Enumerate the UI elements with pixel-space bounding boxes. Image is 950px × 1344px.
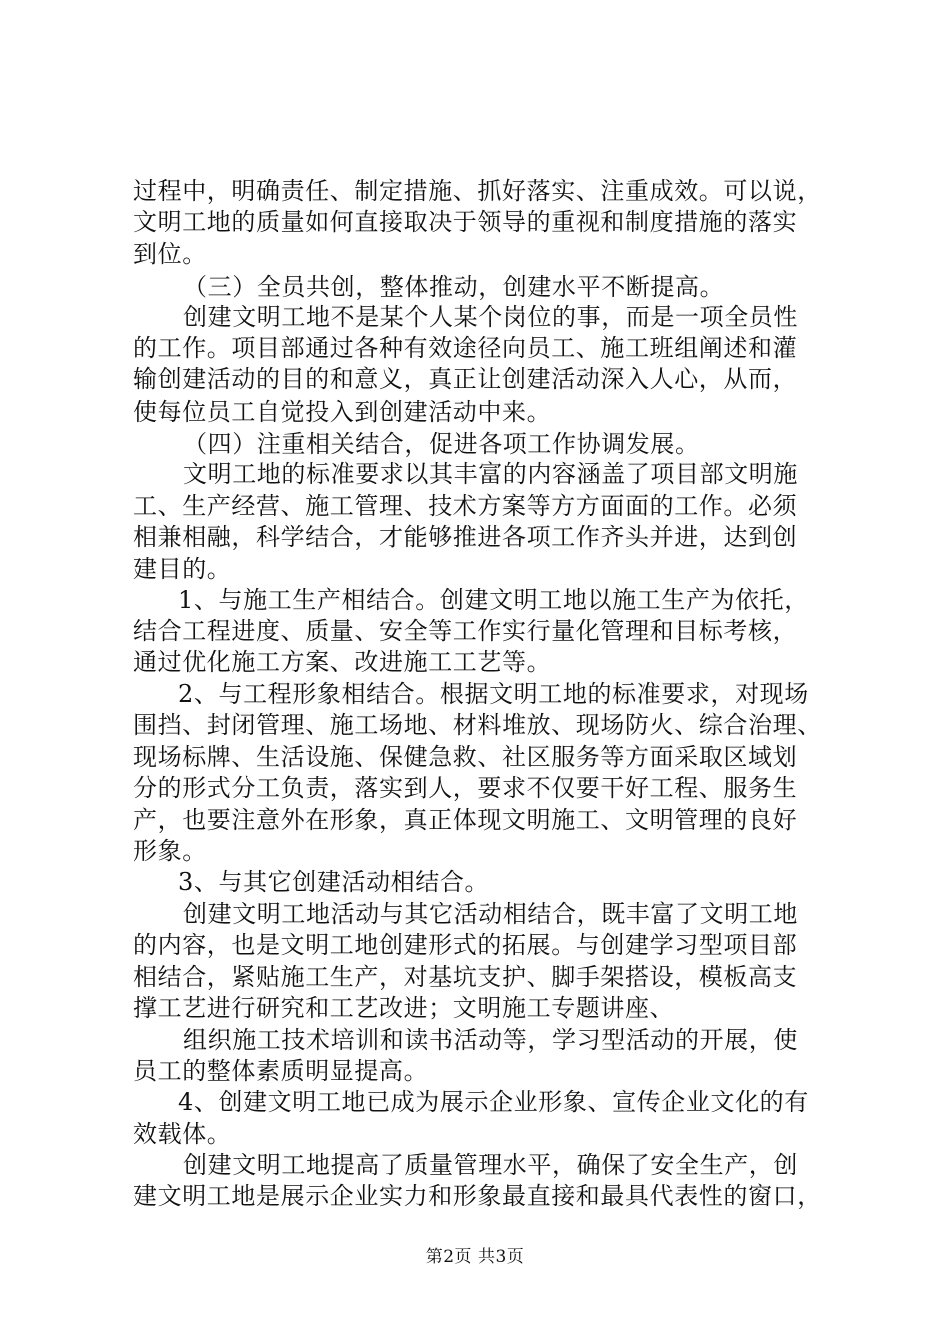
text-line: 使每位员工自觉投入到创建活动中来。 — [133, 398, 552, 426]
text-line: 建目的。 — [133, 555, 232, 583]
list-item-heading: 1、与施工生产相结合。创建文明工地以施工生产为依托， — [178, 586, 809, 614]
text-line: 组织施工技术培训和读书活动等，学习型活动的开展，使 — [183, 1026, 798, 1054]
text-line: 围挡、封闭管理、施工场地、材料堆放、现场防火、综合治理、 — [133, 711, 822, 739]
text-line: 到位。 — [133, 240, 207, 268]
list-item-heading: 3、与其它创建活动相结合。 — [178, 868, 490, 896]
text-line: 相兼相融，科学结合，才能够推进各项工作齐头并进，达到创 — [133, 523, 798, 551]
text-line: 员工的整体素质明显提高。 — [133, 1057, 429, 1085]
text-line: 文明工地的标准要求以其丰富的内容涵盖了项目部文明施 — [183, 460, 798, 488]
section-heading: （三）全员共创，整体推动，创建水平不断提高。 — [183, 273, 725, 301]
text-line: 效载体。 — [133, 1120, 232, 1148]
text-line: 文明工地的质量如何直接取决于领导的重视和制度措施的落实 — [133, 208, 798, 236]
text-line: 创建文明工地提高了质量管理水平，确保了安全生产，创 — [183, 1151, 798, 1179]
list-item-heading: 2、与工程形象相结合。根据文明工地的标准要求，对现场 — [178, 680, 809, 708]
text-line: 过程中，明确责任、制定措施、抓好落实、注重成效。可以说， — [133, 177, 822, 205]
text-line: 创建文明工地不是某个人某个岗位的事，而是一项全员性 — [183, 303, 798, 331]
text-line: 相结合，紧贴施工生产，对基坑支护、脚手架搭设，模板高支 — [133, 963, 798, 991]
text-line: 形象。 — [133, 837, 207, 865]
list-item-heading: 4、创建文明工地已成为展示企业形象、宣传企业文化的有 — [178, 1088, 809, 1116]
text-line: 产，也要注意外在形象，真正体现文明施工、文明管理的良好 — [133, 806, 798, 834]
text-line: 输创建活动的目的和意义，真正让创建活动深入人心，从而， — [133, 365, 798, 393]
text-line: 现场标牌、生活设施、保健急救、社区服务等方面采取区域划 — [133, 743, 798, 771]
text-line: 的工作。项目部通过各种有效途径向员工、施工班组阐述和灌 — [133, 334, 798, 362]
text-line: 通过优化施工方案、改进施工工艺等。 — [133, 648, 552, 676]
text-line: 的内容，也是文明工地创建形式的拓展。与创建学习型项目部 — [133, 931, 798, 959]
text-line: 建文明工地是展示企业实力和形象最直接和最具代表性的窗口， — [133, 1182, 822, 1210]
text-line: 创建文明工地活动与其它活动相结合，既丰富了文明工地 — [183, 900, 798, 928]
text-line: 工、生产经营、施工管理、技术方案等方方面面的工作。必须 — [133, 492, 798, 520]
text-line: 结合工程进度、质量、安全等工作实行量化管理和目标考核， — [133, 617, 798, 645]
text-line: 分的形式分工负责，落实到人，要求不仅要干好工程、服务生 — [133, 774, 798, 802]
text-line: 撑工艺进行研究和工艺改进；文明施工专题讲座、 — [133, 994, 675, 1022]
section-heading: （四）注重相关结合，促进各项工作协调发展。 — [183, 430, 700, 458]
page-number-footer: 第2页 共3页 — [425, 1247, 525, 1267]
